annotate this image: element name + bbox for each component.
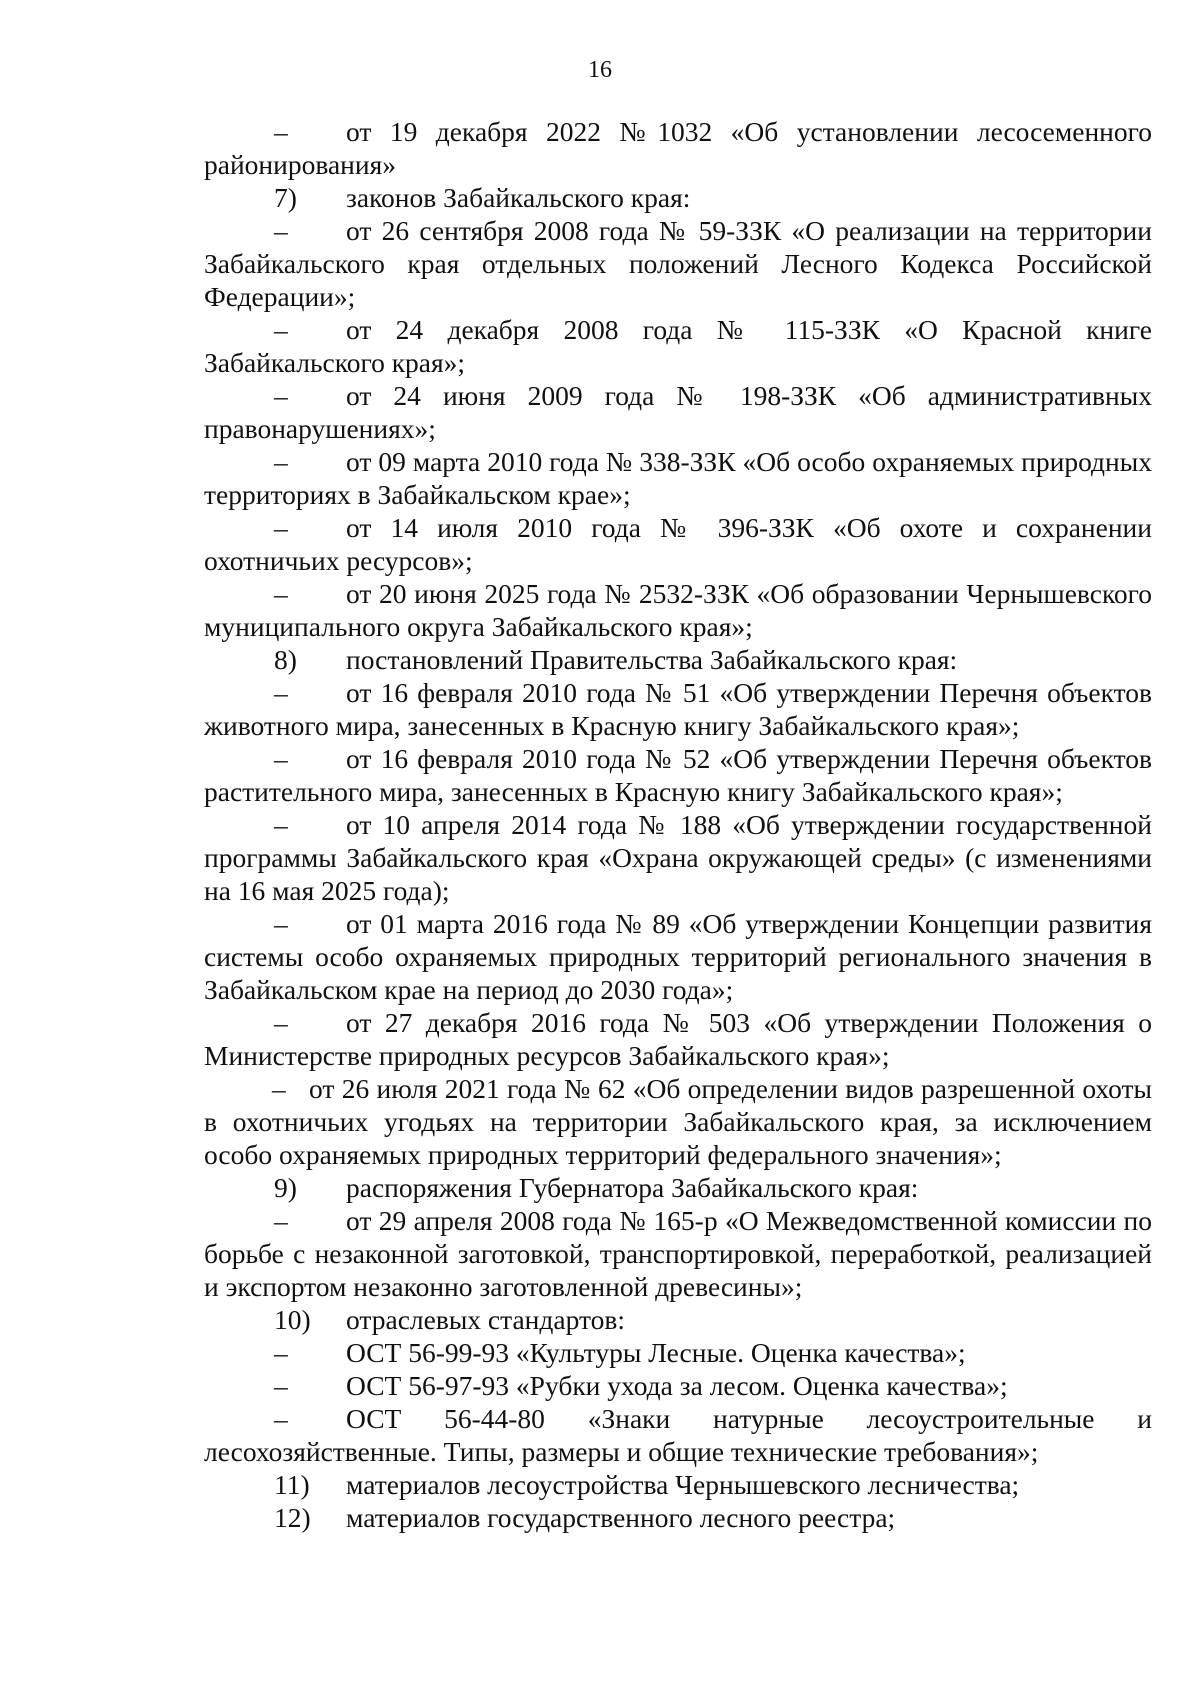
item-text: постановлений Правительства Забайкальского края:: [346, 644, 958, 675]
item-text: распоряжения Губернатора Забайкальского края:: [346, 1172, 919, 1203]
numbered-item: [204, 643, 1152, 676]
dash-list-item: – от 27 декабря 2016 года № 503 «Об утверждении Положения о Министерстве природных ресурсов Забайкальского края»;: [204, 1006, 1152, 1072]
item-text: материалов лесоустройства Чернышевского лесничества;: [346, 1469, 1020, 1500]
numbered-item: [204, 1303, 1152, 1336]
dash-list-item: – от 20 июня 2025 года № 2532-ЗЗК «Об образовании Чернышевского муниципального округа Забайкальского края»;: [204, 577, 1152, 643]
dash-list-item: – от 16 февраля 2010 года № 51 «Об утверждении Перечня объектов животного мира, занесенных в Красную книгу Забайкальского края»;: [204, 676, 1152, 742]
item-number: 7): [274, 182, 297, 213]
dash-list-item: – от 26 июля 2021 года № 62 «Об определении видов разрешенной охоты в охотничьих угодьях на территории Забайкальского края, за исключением особо охраняемых природных территорий федерального значения»;: [204, 1072, 1152, 1171]
numbered-item: [204, 1501, 1152, 1534]
dash-list-item: – от 26 сентября 2008 года № 59-ЗЗК «О реализации на территории Забайкальского края отдельных положений Лесного Кодекса Российской Федерации»;: [204, 214, 1152, 313]
item-text: законов Забайкальского края:: [346, 182, 691, 213]
item-text: отраслевых стандартов:: [346, 1304, 626, 1335]
dash-list-item: – ОСТ 56-99-93 «Культуры Лесные. Оценка качества»;: [204, 1336, 1152, 1369]
item-number: 9): [274, 1172, 297, 1203]
page-number: 16: [588, 57, 612, 83]
numbered-item: [204, 181, 1152, 214]
document-body: [204, 115, 1152, 1534]
numbered-item: [204, 1468, 1152, 1501]
numbered-item: [204, 1171, 1152, 1204]
dash-list-item: – ОСТ 56-44-80 «Знаки натурные лесоустроительные и лесохозяйственные. Типы, размеры и общие технические требования»;: [204, 1402, 1152, 1468]
dash-list-item: – от 24 июня 2009 года № 198-ЗЗК «Об административных правонарушениях»;: [204, 379, 1152, 445]
dash-list-item: – от 09 марта 2010 года № 338-ЗЗК «Об особо охраняемых природных территориях в Забайкальском крае»;: [204, 445, 1152, 511]
item-number: 11): [274, 1469, 310, 1500]
dash-list-item: – ОСТ 56-97-93 «Рубки ухода за лесом. Оценка качества»;: [204, 1369, 1152, 1402]
dash-list-item: – от 19 декабря 2022 №1032 «Об установлении лесосеменного районирования»: [204, 115, 1152, 181]
item-number: 12): [274, 1502, 311, 1533]
item-number: 10): [274, 1304, 311, 1335]
item-text: материалов государственного лесного реестра;: [346, 1502, 896, 1533]
item-number: 8): [274, 644, 297, 675]
dash-list-item: – от 29 апреля 2008 года № 165-р «О Межведомственной комиссии по борьбе с незаконной заготовкой, транспортировкой, переработкой, реализацией и экспортом незаконно заготовленной древесины»;: [204, 1204, 1152, 1303]
dash-list-item: – от 10 апреля 2014 года № 188 «Об утверждении государственной программы Забайкальского края «Охрана окружающей среды» (с изменениями на 16 мая 2025 года);: [204, 808, 1152, 907]
dash-list-item: – от 01 марта 2016 года № 89 «Об утверждении Концепции развития системы особо охраняемых природных территорий регионального значения в Забайкальском крае на период до 2030 года»;: [204, 907, 1152, 1006]
dash-list-item: – от 14 июля 2010 года № 396-ЗЗК «Об охоте и сохранении охотничьих ресурсов»;: [204, 511, 1152, 577]
dash-list-item: – от 24 декабря 2008 года № 115-ЗЗК «О Красной книге Забайкальского края»;: [204, 313, 1152, 379]
dash-list-item: – от 16 февраля 2010 года № 52 «Об утверждении Перечня объектов растительного мира, занесенных в Красную книгу Забайкальского края»;: [204, 742, 1152, 808]
